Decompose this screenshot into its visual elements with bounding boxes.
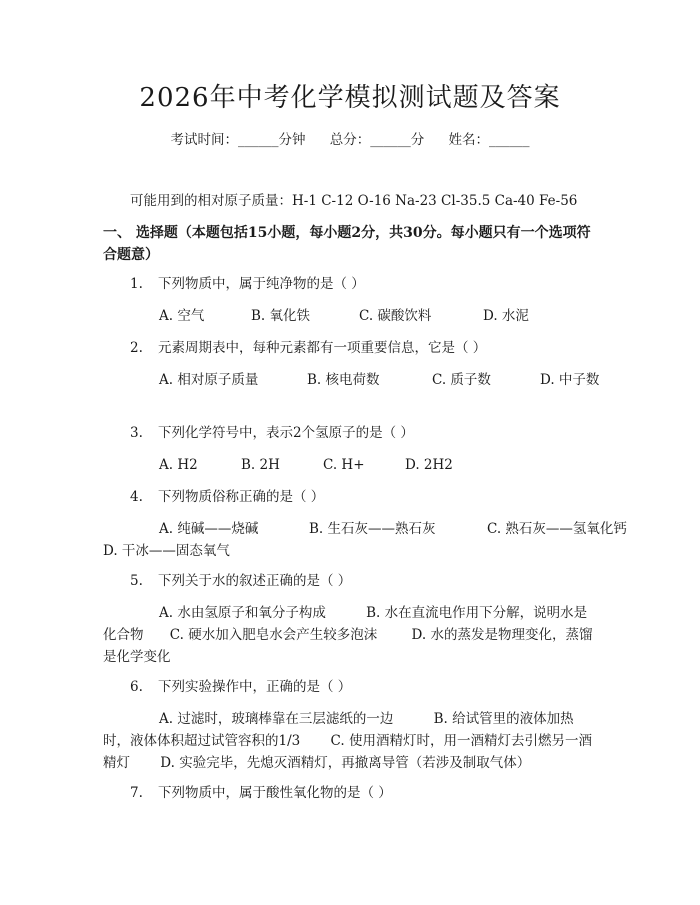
question-text: 下列物质中，属于酸性氧化物的是（ ） [158, 785, 392, 801]
option-b: B. 水在直流电作用下分解，说明水是化合物 [103, 605, 588, 643]
option-c: C. H+ [323, 457, 365, 473]
option-c: C. 使用酒精灯时，用一酒精灯去引燃另一酒精灯 [103, 733, 592, 771]
option-b: B. 给试管里的液体加热时，液体体积超过试管容积的1/3 [103, 711, 574, 749]
option-c: C. 硬水加入肥皂水会产生较多泡沫 [169, 627, 378, 643]
option-a: A. 纯碱——烧碱 [159, 521, 259, 537]
option-c: C. 熟石灰——氢氧化钙 [487, 521, 627, 537]
options-question-1 [103, 305, 600, 327]
option-c: C. 质子数 [432, 372, 491, 388]
options-question-3 [103, 454, 600, 476]
option-b: B. 2H [241, 457, 280, 473]
question-text: 下列物质中，属于纯净物的是（ ） [158, 276, 365, 292]
question-2 [130, 337, 486, 359]
option-d: D. 水的蒸发是物理变化，蒸馏是化学变化 [103, 627, 593, 665]
question-text: 下列化学符号中，表示2个氢原子的是（ ） [158, 425, 414, 441]
question-number: 2. [130, 340, 143, 356]
question-text: 元素周期表中，每种元素都有一项重要信息，它是（ ） [158, 340, 487, 356]
question-3 [130, 422, 414, 444]
student-name-field: 姓名：______ [448, 132, 530, 148]
question-number: 4. [130, 489, 143, 505]
option-c: C. 碳酸饮料 [359, 308, 432, 324]
question-number: 6. [130, 679, 143, 695]
options-question-5 [103, 602, 600, 668]
options-question-6 [103, 708, 600, 774]
option-a: A. H2 [159, 457, 198, 473]
option-a: A. 水由氢原子和氧分子构成 [159, 605, 326, 621]
option-b: B. 氧化铁 [251, 308, 311, 324]
exam-time-field: 考试时间：______分钟 [170, 132, 306, 148]
atomic-masses-note: 可能用到的相对原子质量：H-1 C-12 O-16 Na-23 Cl-35.5 Ca-40 Fe-56 [130, 193, 578, 209]
total-score-field: 总分：______分 [329, 132, 425, 148]
page-title: 2026年中考化学模拟测试题及答案 [139, 83, 561, 113]
option-a: A. 相对原子质量 [159, 372, 259, 388]
option-d: D. 2H2 [405, 457, 453, 473]
option-a: A. 空气 [159, 308, 205, 324]
option-b: B. 核电荷数 [307, 372, 380, 388]
question-4 [130, 486, 324, 508]
option-d: D. 水泥 [483, 308, 529, 324]
question-number: 5. [130, 573, 143, 589]
options-question-2 [103, 369, 600, 391]
option-a: A. 过滤时，玻璃棒靠在三层滤纸的一边 [159, 711, 394, 727]
question-text: 下列物质俗称正确的是（ ） [158, 489, 325, 505]
option-d: D. 实验完毕，先熄灭酒精灯，再撤离导管（若涉及制取气体） [160, 755, 531, 771]
question-number: 1. [130, 276, 143, 292]
question-text: 下列关于水的叙述正确的是（ ） [158, 573, 352, 589]
section-heading: 一、 选择题（本题包括15小题，每小题2分，共30分。每小题只有一个选项符合题意） [103, 225, 591, 263]
question-number: 3. [130, 425, 143, 441]
question-6 [130, 676, 351, 698]
option-b: B. 生石灰——熟石灰 [309, 521, 436, 537]
question-7 [130, 782, 392, 804]
question-5 [130, 570, 351, 592]
question-text: 下列实验操作中，正确的是（ ） [158, 679, 352, 695]
exam-meta-line [0, 130, 700, 150]
question-1 [130, 273, 365, 295]
option-d: D. 干冰——固态氧气 [103, 543, 230, 559]
options-question-4 [103, 518, 627, 562]
option-d: D. 中子数 [540, 372, 600, 388]
question-number: 7. [130, 785, 143, 801]
